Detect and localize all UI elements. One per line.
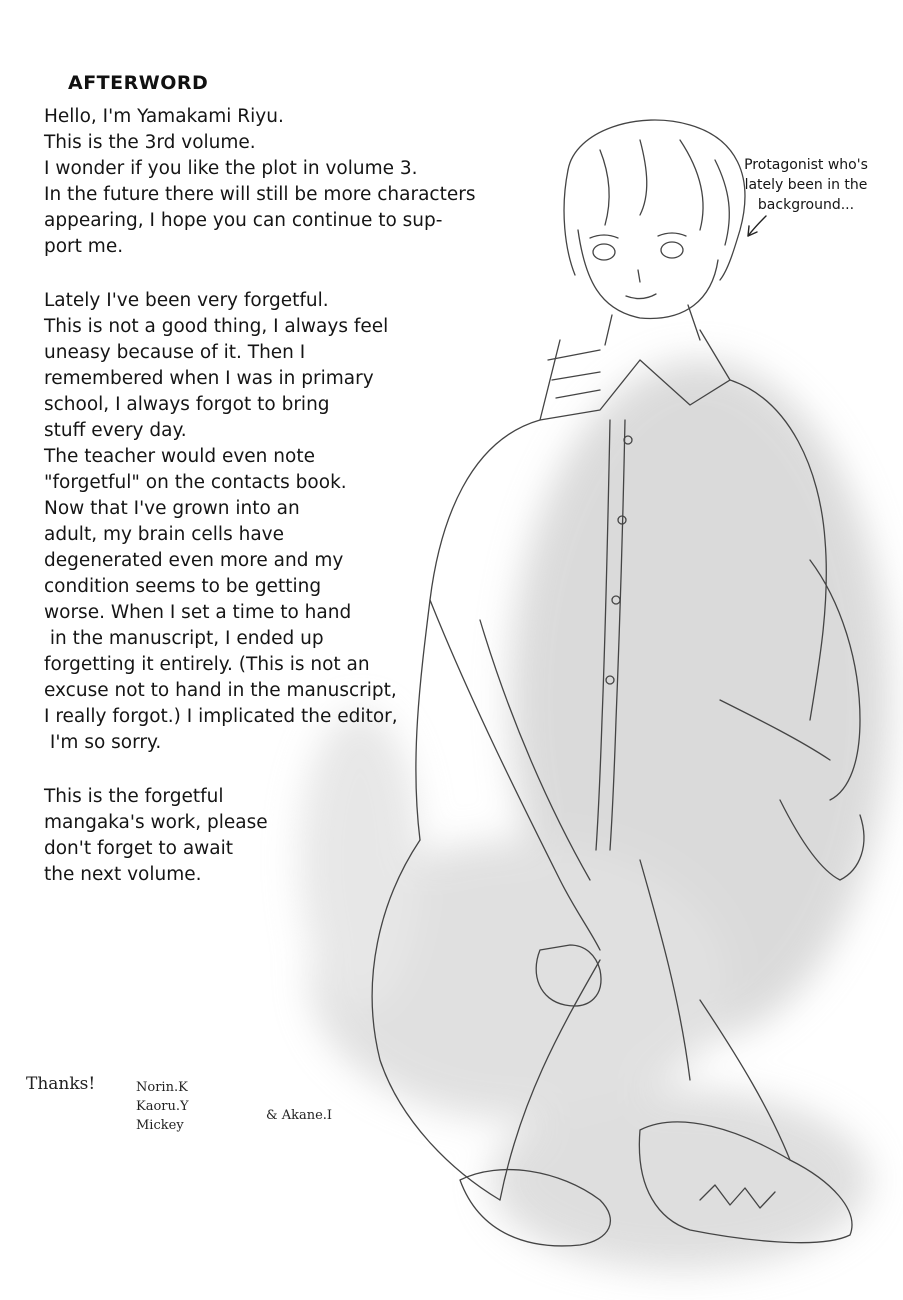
text-line: appearing, I hope you can continue to sup- <box>44 210 443 231</box>
thanks-name: Mickey <box>136 1118 184 1133</box>
text-line: remembered when I was in primary <box>44 368 374 389</box>
text-line: forgetting it entirely. (This is not an <box>44 654 370 675</box>
text-line: The teacher would even note <box>44 446 315 467</box>
text-line: I wonder if you like the plot in volume 3. <box>44 158 418 179</box>
text-line: stuff every day. <box>44 420 187 441</box>
side-note-line: background... <box>757 197 855 213</box>
pointer-arrow-icon <box>748 216 766 236</box>
paragraph-2 <box>44 288 504 756</box>
text-line: school, I always forgot to bring <box>44 394 330 415</box>
text-line: This is the forgetful <box>44 786 224 807</box>
text-line: adult, my brain cells have <box>44 524 284 545</box>
text-line: in the manuscript, I ended up <box>44 628 324 649</box>
text-line: This is not a good thing, I always feel <box>44 316 389 337</box>
thanks-names <box>136 1078 189 1135</box>
text-line: excuse not to hand in the manuscript, <box>44 680 397 701</box>
text-line: port me. <box>44 236 124 257</box>
text-line: condition seems to be getting <box>44 576 322 597</box>
text-line: This is the 3rd volume. <box>44 132 256 153</box>
afterword-body <box>44 104 504 916</box>
text-line: worse. When I set a time to hand <box>44 602 352 623</box>
text-line: I'm so sorry. <box>44 732 162 753</box>
text-line: I really forgot.) I implicated the editor, <box>44 706 398 727</box>
text-line: Now that I've grown into an <box>44 498 300 519</box>
side-note-line: Protagonist who's <box>744 157 868 173</box>
paragraph-1 <box>44 104 504 260</box>
text-line: "forgetful" on the contacts book. <box>44 472 347 493</box>
text-line: mangaka's work, please <box>44 812 268 833</box>
page-title: AFTERWORD <box>68 72 209 94</box>
text-line: don't forget to await <box>44 838 234 859</box>
thanks-extra: & Akane.I <box>266 1108 333 1123</box>
thanks-name: Norin.K <box>136 1080 188 1095</box>
paragraph-3 <box>44 784 504 888</box>
thanks-label: Thanks! <box>26 1074 96 1094</box>
text-line: Hello, I'm Yamakami Riyu. <box>44 106 284 127</box>
text-line: In the future there will still be more characters <box>44 184 476 205</box>
side-note-line: lately been in the <box>744 177 868 193</box>
text-line: degenerated even more and my <box>44 550 344 571</box>
side-note <box>726 155 886 215</box>
thanks-name: Kaoru.Y <box>136 1099 189 1114</box>
text-line: Lately I've been very forgetful. <box>44 290 329 311</box>
text-line: the next volume. <box>44 864 202 885</box>
text-line: uneasy because of it. Then I <box>44 342 306 363</box>
